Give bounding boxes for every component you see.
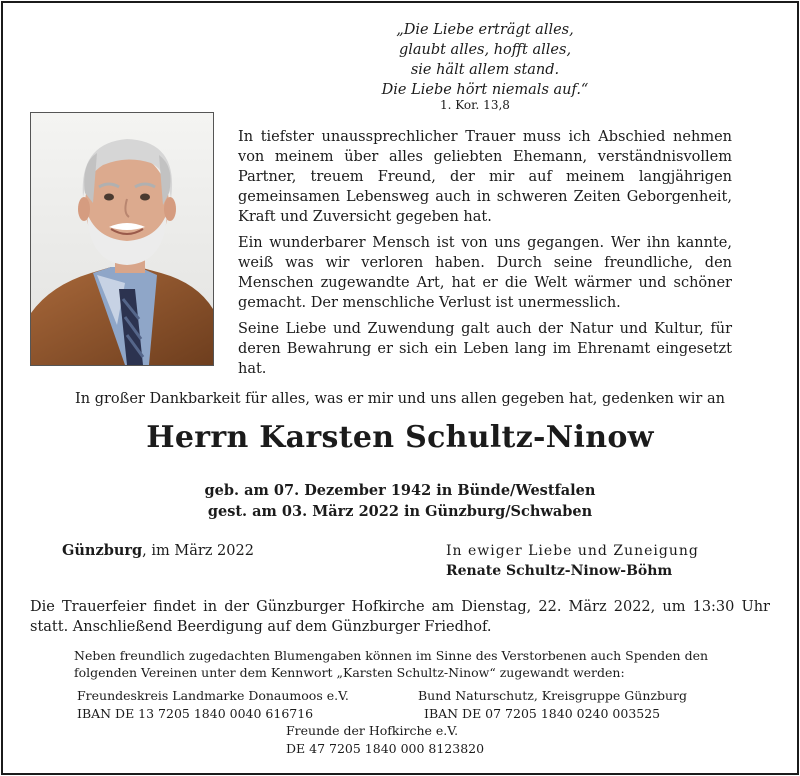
portrait-illustration — [31, 113, 213, 365]
paragraph-farewell: In tiefster unaussprechlicher Trauer muss ich Abschied nehmen von meinem über alles geliebten Ehemann, verständnisvollem Partner, treuem Freund, der mir auf meinem langjährigen gemeinsamen Lebensweg auch in schweren Zeiten Geborgenheit, Kraft und Zuversicht gegeben hat. — [238, 129, 732, 225]
organization-iban: IBAN DE 07 7205 1840 0240 003525 — [424, 706, 661, 721]
donation-intro: Neben freundlich zugedachten Blumengaben können im Sinne des Verstorbenen auch Spenden den folgenden Vereinen unter dem Kennwort „Karsten Schultz-Ninow“ zugewandt werden: — [74, 648, 709, 680]
organization-name: Freunde der Hofkirche e.V. — [286, 723, 459, 738]
verse-line: sie hält allem stand. — [410, 62, 560, 78]
organization-iban: IBAN DE 13 7205 1840 0040 616716 — [77, 706, 314, 721]
place-date — [62, 542, 254, 559]
gratitude-line: In großer Dankbarkeit für alles, was er mir und uns allen gegeben hat, gedenken wir an — [75, 391, 725, 407]
place-city: Günzburg — [62, 542, 143, 559]
paragraph-nature-culture: Seine Liebe und Zuwendung galt auch der Natur und Kultur, für deren Bewahrung er sich ein Leben lang im Ehrenamt eingesetzt hat. — [238, 321, 732, 377]
organization-name: Bund Naturschutz, Kreisgruppe Günzburg — [418, 688, 688, 703]
death-date: gest. am 03. März 2022 in Günzburg/Schwaben — [207, 503, 593, 520]
portrait-photo — [30, 112, 214, 366]
verse-line: „Die Liebe erträgt alles, — [396, 22, 574, 38]
closing-phrase: In ewiger Liebe und Zuneigung — [446, 543, 699, 559]
verse-line: Die Liebe hört niemals auf.“ — [381, 82, 589, 98]
bible-verse — [340, 20, 630, 100]
deceased-name: Herrn Karsten Schultz-Ninow — [146, 420, 654, 455]
birth-date: geb. am 07. Dezember 1942 in Bünde/Westfalen — [204, 482, 596, 499]
paragraph-tribute: Ein wunderbarer Mensch ist von uns gegangen. Wer ihn kannte, weiß was wir verloren haben. Durch seine freundliche, den Menschen zugewandte Art, hat er die Welt wärmer und schöner gemacht. Der menschliche Verlust ist unermesslich. — [238, 235, 732, 311]
verse-reference: 1. Kor. 13,8 — [440, 98, 510, 112]
place-date-text: , im März 2022 — [142, 543, 254, 559]
verse-line: glaubt alles, hofft alles, — [398, 42, 572, 58]
organization-name: Freundeskreis Landmarke Donaumoos e.V. — [77, 688, 349, 703]
funeral-info: Die Trauerfeier findet in der Günzburger Hofkirche am Dienstag, 22. März 2022, um 13:30 Uhr statt. Anschließend Beerdigung auf dem Günzburger Friedhof. — [30, 599, 770, 635]
organization-iban: DE 47 7205 1840 000 8123820 — [286, 741, 485, 756]
signer-name: Renate Schultz-Ninow-Böhm — [446, 563, 673, 579]
